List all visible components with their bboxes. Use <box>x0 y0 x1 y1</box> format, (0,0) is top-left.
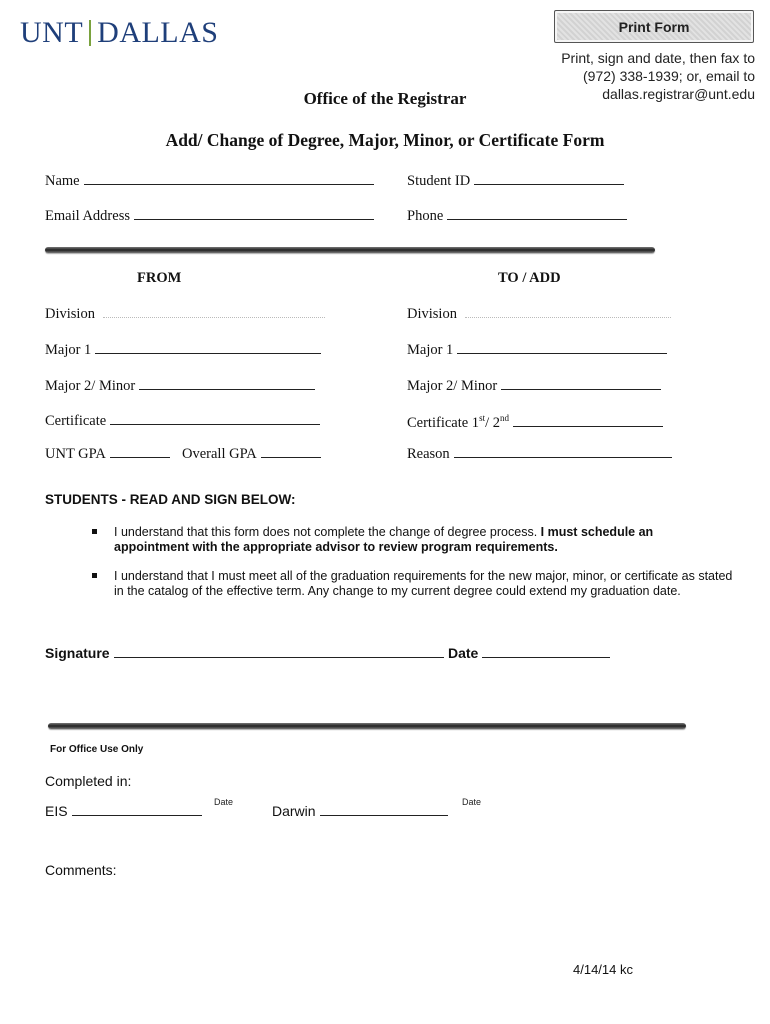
from-major2-label: Major 2/ Minor <box>45 378 136 394</box>
bullet1-bold-text: I must schedule an appointment with the appropriate advisor to review program requirements. <box>114 525 654 554</box>
unt-gpa-row <box>45 446 170 463</box>
logo-divider <box>89 20 91 46</box>
to-certificate-label: Certificate 1 <box>407 414 480 431</box>
from-major2-field[interactable] <box>139 378 315 390</box>
from-major2-row <box>45 378 315 395</box>
fax-email: dallas.registrar@unt.edu <box>602 86 755 102</box>
unt-gpa-label: UNT GPA <box>45 446 106 462</box>
to-certificate-row <box>407 413 663 432</box>
overall-gpa-label: Overall GPA <box>182 446 257 462</box>
reason-row <box>407 446 672 463</box>
to-major2-field[interactable] <box>501 378 661 390</box>
completed-in-label: Completed in: <box>45 773 132 789</box>
comments-label: Comments: <box>45 862 117 878</box>
darwin-date-label: Date <box>462 797 482 807</box>
to-division-field[interactable] <box>465 306 671 318</box>
from-major1-label: Major 1 <box>45 342 92 358</box>
unt-gpa-field[interactable] <box>110 446 170 458</box>
students-heading: STUDENTS - READ AND SIGN BELOW: <box>45 492 296 507</box>
bullet-square-icon <box>92 529 97 534</box>
to-certificate-sup-2: nd <box>499 413 509 423</box>
from-major1-field[interactable] <box>95 342 321 354</box>
unt-dallas-logo <box>20 16 219 50</box>
to-division-label: Division <box>407 306 457 322</box>
office-title: Office of the Registrar <box>303 89 467 108</box>
overall-gpa-field[interactable] <box>261 446 321 458</box>
signature-row <box>45 645 444 661</box>
bullet-square-icon <box>92 573 97 578</box>
from-certificate-field[interactable] <box>110 413 320 425</box>
signature-date-field[interactable] <box>482 646 610 658</box>
darwin-label: Darwin <box>272 803 316 819</box>
eis-label: EIS <box>45 803 68 819</box>
student-id-row <box>407 173 624 190</box>
eis-field[interactable] <box>72 804 202 816</box>
bullet1-text: I understand that this form does not complete the change of degree process. <box>114 525 541 539</box>
eis-row <box>45 803 202 819</box>
to-certificate-field[interactable] <box>513 415 663 427</box>
to-major1-label: Major 1 <box>407 342 454 358</box>
from-certificate-row <box>45 413 320 430</box>
section-divider-1 <box>45 247 655 253</box>
overall-gpa-row <box>182 446 321 463</box>
section-divider-2 <box>48 723 686 729</box>
signature-date-row <box>448 645 610 661</box>
signature-date-label: Date <box>448 645 479 661</box>
to-major2-label: Major 2/ Minor <box>407 378 498 394</box>
to-division-row <box>407 306 671 323</box>
to-certificate-sup-1: st <box>479 413 486 423</box>
phone-row <box>407 208 627 225</box>
name-label: Name <box>45 173 80 189</box>
from-certificate-label: Certificate <box>45 413 107 429</box>
from-division-field[interactable] <box>103 306 325 318</box>
student-id-field[interactable] <box>474 173 624 185</box>
acknowledgement-bullet-1 <box>114 525 674 555</box>
fax-line-1: Print, sign and date, then fax to <box>561 50 755 66</box>
eis-date-label: Date <box>214 797 234 807</box>
fax-line-2: (972) 338-1939; or, email to <box>583 68 755 84</box>
form-title: Add/ Change of Degree, Major, Minor, or Certificate Form <box>165 130 605 150</box>
signature-label: Signature <box>45 645 110 661</box>
from-major1-row <box>45 342 321 359</box>
name-field[interactable] <box>84 173 374 185</box>
student-id-label: Student ID <box>407 173 471 189</box>
darwin-field[interactable] <box>320 804 448 816</box>
acknowledgement-bullet-2 <box>114 569 734 599</box>
from-division-label: Division <box>45 306 95 322</box>
reason-label: Reason <box>407 446 450 462</box>
darwin-row <box>272 803 448 819</box>
email-label: Email Address <box>45 208 130 224</box>
to-major1-field[interactable] <box>457 342 667 354</box>
logo-text-unt: UNT <box>20 16 84 49</box>
reason-field[interactable] <box>454 446 672 458</box>
phone-label: Phone <box>407 208 444 224</box>
email-row <box>45 208 374 225</box>
office-use-heading: For Office Use Only <box>50 744 144 755</box>
footer-revision-code: 4/14/14 kc <box>573 962 633 977</box>
signature-field[interactable] <box>114 646 444 658</box>
to-major1-row <box>407 342 667 359</box>
from-division-row <box>45 306 325 323</box>
bullet2-text: I understand that I must meet all of the graduation requirements for the new major, minor, or certificate as stated in the catalog of the effective term. Any change to my current degree could extend my graduation date. <box>114 569 733 598</box>
to-certificate-separator: / 2 <box>485 414 500 431</box>
to-add-heading: TO / ADD <box>498 270 561 286</box>
phone-field[interactable] <box>447 208 627 220</box>
logo-text-dallas: DALLAS <box>97 16 219 49</box>
email-field[interactable] <box>134 208 374 220</box>
name-field-row <box>45 173 374 190</box>
comments-field[interactable] <box>55 884 705 954</box>
to-major2-row <box>407 378 661 395</box>
from-heading: FROM <box>137 270 182 286</box>
print-form-button[interactable]: Print Form <box>554 10 754 43</box>
